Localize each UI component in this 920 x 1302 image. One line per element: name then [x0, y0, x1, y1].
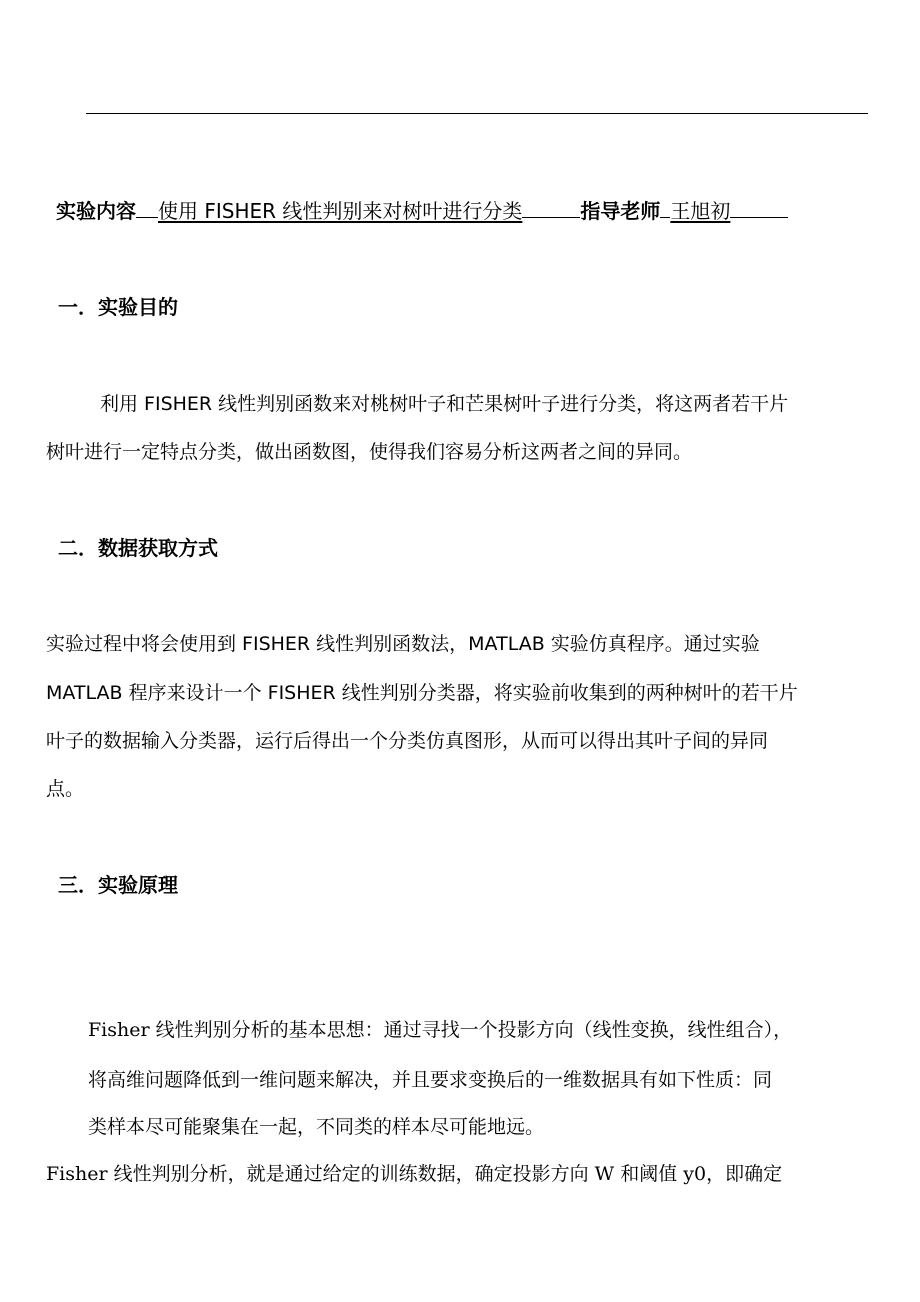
content-value: 使用 FISHER 线性判别来对树叶进行分类	[158, 199, 523, 223]
paragraph-line: 将高维问题降低到一维问题来解决，并且要求变换后的一维数据具有如下性质：同	[88, 1069, 773, 1091]
paragraph-line: 利用 FISHER 线性判别函数来对桃树叶子和芒果树叶子进行分类，将这两者若干片	[100, 393, 789, 415]
paragraph-line: Fisher 线性判别分析，就是通过给定的训练数据，确定投影方向 W 和阈值 y0，即确定	[46, 1163, 783, 1185]
section-heading: 三．实验原理	[58, 873, 178, 897]
paragraph-line: Fisher 线性判别分析的基本思想：通过寻找一个投影方向（线性变换，线性组合），	[88, 1019, 793, 1041]
experiment-header	[56, 199, 788, 223]
underline-gap	[522, 199, 580, 218]
section-heading: 二．数据获取方式	[58, 536, 218, 560]
paragraph-line: 实验过程中将会使用到 FISHER 线性判别函数法，MATLAB 实验仿真程序。通过实验	[46, 633, 760, 655]
underline-gap	[730, 199, 788, 218]
paragraph-line: 树叶进行一定特点分类，做出函数图，使得我们容易分析这两者之间的异同。	[46, 441, 693, 463]
underline-gap	[660, 199, 670, 218]
section-heading: 一．实验目的	[58, 295, 178, 319]
underline-gap	[136, 199, 158, 218]
teacher-label: 指导老师	[580, 199, 661, 223]
header-rule	[86, 113, 868, 114]
paragraph-line: MATLAB 程序来设计一个 FISHER 线性判别分类器，将实验前收集到的两种树叶的若干片	[46, 682, 798, 704]
content-label: 实验内容	[56, 199, 136, 223]
teacher-value: 王旭初	[670, 199, 731, 223]
paragraph-line: 类样本尽可能聚集在一起，不同类的样本尽可能地远。	[88, 1116, 545, 1138]
paragraph-line: 叶子的数据输入分类器，运行后得出一个分类仿真图形，从而可以得出其叶子间的异同	[46, 730, 769, 752]
paragraph-line: 点。	[46, 778, 85, 800]
